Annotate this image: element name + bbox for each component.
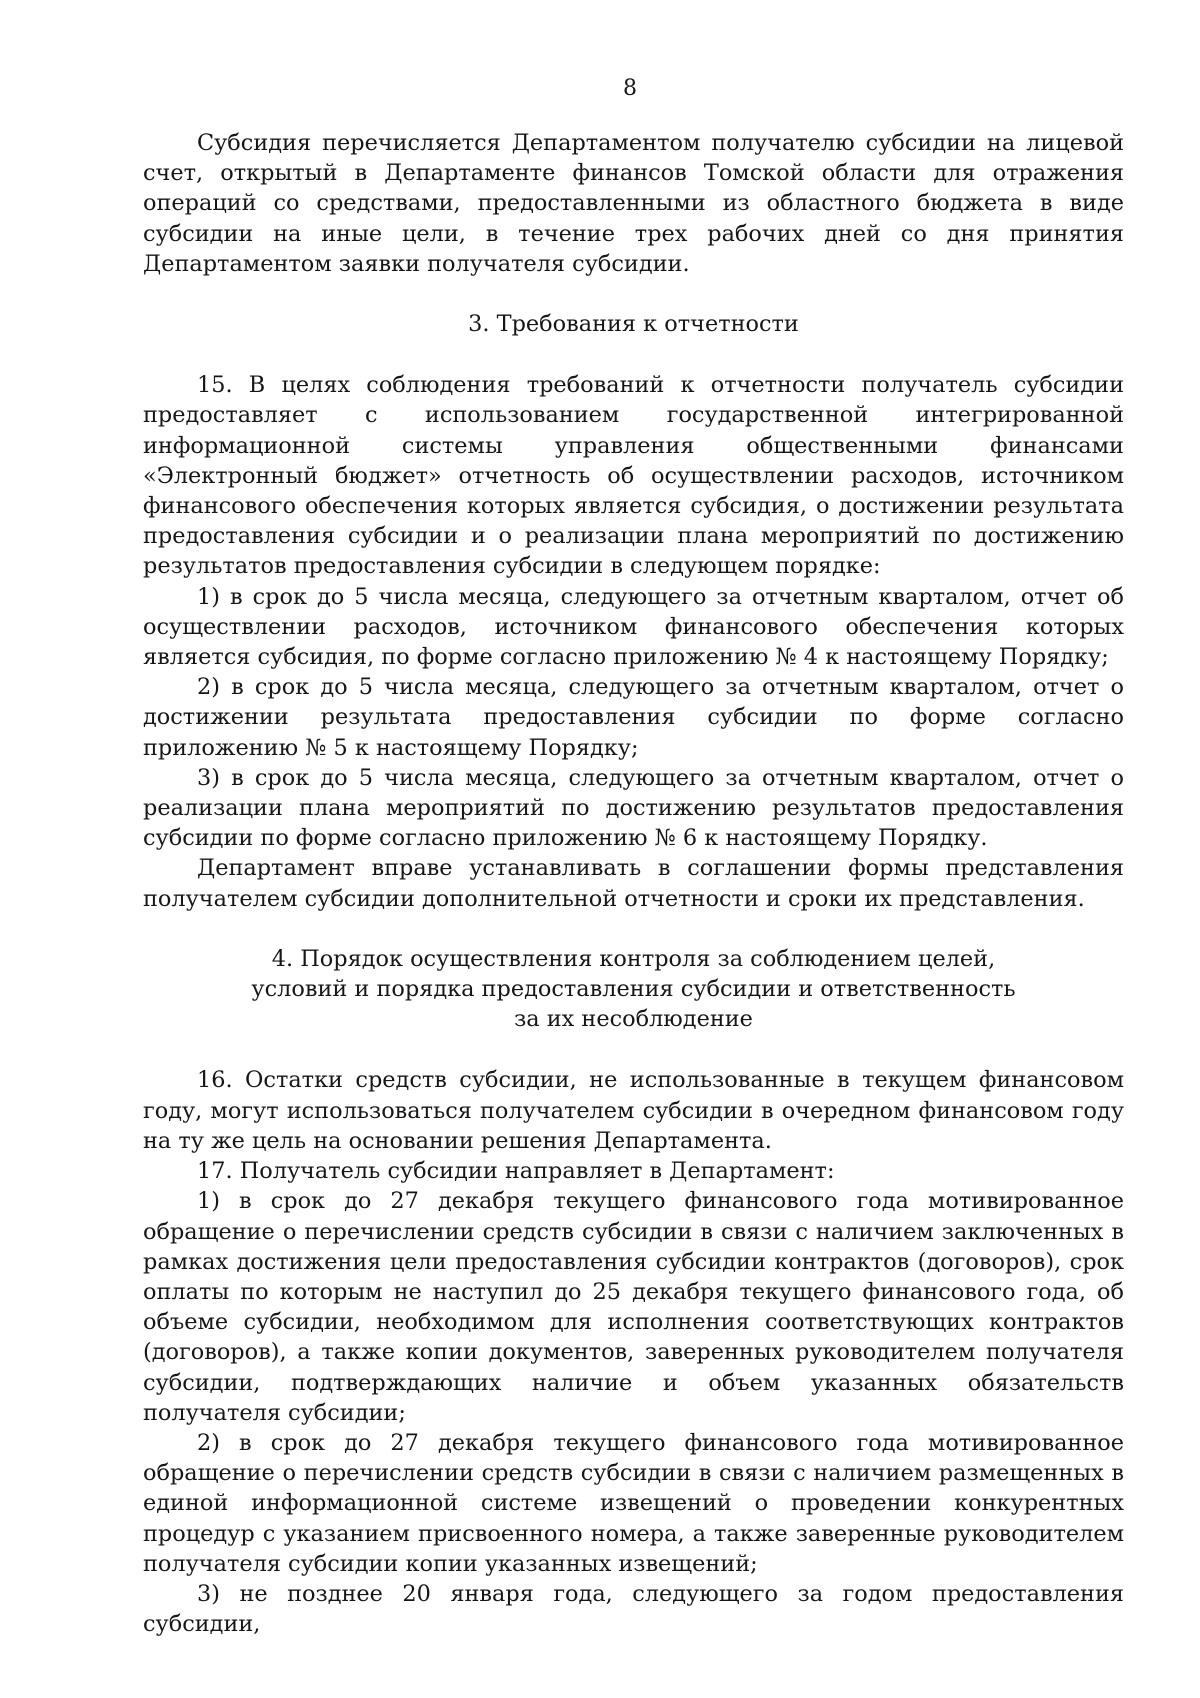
document-body bbox=[143, 128, 1124, 1639]
clause-15-item-2: 2) в срок до 5 числа месяца, следующего за отчетным кварталом, отчет о достижении результата предоставления субсидии по форме согласно приложению № 5 к настоящему Порядку; bbox=[143, 674, 1124, 761]
page-number: 8 bbox=[623, 76, 637, 101]
clause-15-department-note: Департамент вправе устанавливать в соглашении формы представления получателем субсидии дополнительной отчетности и сроки их представления. bbox=[143, 855, 1124, 912]
section-3-title: 3. Требования к отчетности bbox=[468, 311, 799, 338]
clause-16: 16. Остатки средств субсидии, не использованные в текущем финансовом году, могут использоваться получателем субсидии в очередном финансовом году на ту же цель на основании решения Департамента. bbox=[143, 1067, 1124, 1154]
clause-17-item-3: 3) не позднее 20 января года, следующего за годом предоставления субсидии, bbox=[143, 1580, 1124, 1638]
clause-15: 15. В целях соблюдения требований к отчетности получатель субсидии предоставляет с использованием государственной интегрированной информационной системы управления общественными финансами «Электронный бюджет» отчетность об осуществлении расходов, источником финансового обеспечения которых является субсидия, о достижении результата предоставления субсидии и о реализации плана мероприятий по достижению результатов предоставления субсидии в следующем порядке: bbox=[143, 372, 1124, 580]
clause-17-item-1: 1) в срок до 27 декабря текущего финансового года мотивированное обращение о перечислении средств субсидии в связи с наличием заключенных в рамках достижения цели предоставления субсидии контрактов (договоров), срок оплаты по которым не наступил до 25 декабря текущего финансового года, об объеме субсидии, необходимом для исполнения соответствующих контрактов (договоров), а также копии документов, заверенных руководителем получателя субсидии, подтверждающих наличие и объем указанных обязательств получателя субсидии; bbox=[143, 1188, 1124, 1426]
section-4-title-line: за их несоблюдение bbox=[514, 1006, 753, 1033]
section-4-body bbox=[143, 1065, 1124, 1639]
section-4-title-line: условий и порядка предоставления субсидии и ответственность bbox=[251, 976, 1016, 1003]
section-4-title bbox=[143, 944, 1124, 1035]
section-4-title-line: 4. Порядок осуществления контроля за соблюдением целей, bbox=[271, 945, 996, 972]
clause-17: 17. Получатель субсидии направляет в Департамент: bbox=[197, 1158, 835, 1185]
clause-15-item-1: 1) в срок до 5 числа месяца, следующего за отчетным кварталом, отчет об осуществлении расходов, источником финансового обеспечения которых является субсидия, по форме согласно приложению № 4 к настоящему Порядку; bbox=[143, 583, 1124, 671]
paragraph-subsidy-transfer: Субсидия перечисляется Департаментом получателю субсидии на лицевой счет, открытый в Департаменте финансов Томской области для отражения операций со средствами, предоставленными из областного бюджета в виде субсидии на иные цели, в течение трех рабочих дней со дня принятия Департаментом заявки получателя субсидии. bbox=[143, 130, 1124, 277]
clause-15-item-3: 3) в срок до 5 числа месяца, следующего за отчетным кварталом, отчет о реализации плана мероприятий по достижению результатов предоставления субсидии по форме согласно приложению № 6 к настоящему Порядку. bbox=[143, 764, 1124, 852]
clause-17-item-2: 2) в срок до 27 декабря текущего финансового года мотивированное обращение о перечислении средств субсидии в связи с наличием размещенных в единой информационной системе извещений о проведении конкурентных процедур с указанием присвоенного номера, а также заверенные руководителем получателя субсидии копии указанных извещений; bbox=[143, 1429, 1124, 1577]
section-3-body bbox=[143, 370, 1124, 914]
